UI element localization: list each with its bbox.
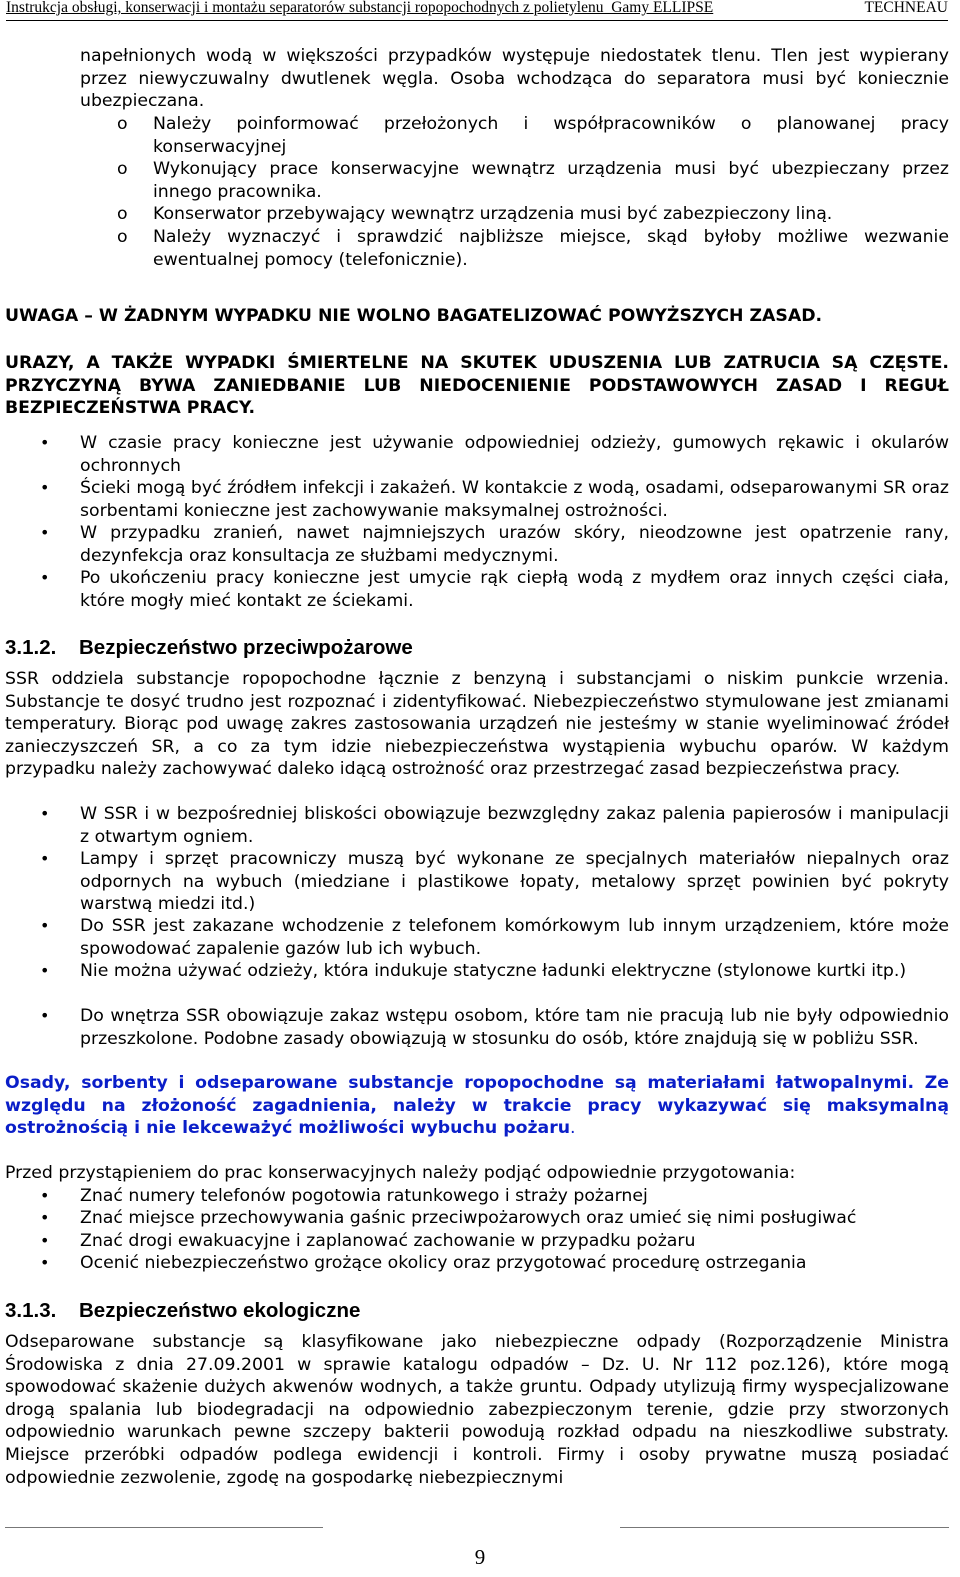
bullet: • xyxy=(40,1208,50,1227)
prep-intro: Przed przystąpieniem do prac konserwacyjnych należy podjąć odpowiednie przygotowania: xyxy=(5,1163,796,1183)
fire-item: W SSR i w bezpośredniej bliskości obowiązuje bezwzględny zakaz palenia papierosów i manipulacji z otwartym ogniem. xyxy=(80,804,949,847)
warning-paragraph: URAZY, A TAKŻE WYPADKI ŚMIERTELNE NA SKUTEK UDUSZENIA LUB ZATRUCIA SĄ CZĘSTE. PRZYCZYNĄ BYWA ZANIEDBANIE LUB NIEDOCENIENIE PODSTAWOWYCH ZASAD I REGUŁ BEZPIECZEŃSTWA PRACY. xyxy=(5,353,949,419)
bullet: • xyxy=(40,1006,50,1025)
sub-bullet: o xyxy=(117,227,128,247)
fire-warning-period: . xyxy=(570,1118,576,1139)
prep-item: Znać miejsce przechowywania gaśnic przeciwpożarowych oraz umieć się nimi posługiwać xyxy=(80,1208,857,1228)
section-title: Bezpieczeństwo ekologiczne xyxy=(79,1299,361,1322)
bullet: • xyxy=(40,1186,50,1205)
footer-rule-right xyxy=(620,1527,949,1528)
section-heading xyxy=(5,1299,360,1323)
sub-bullet: o xyxy=(117,159,128,179)
eco-paragraph: Odseparowane substancje są klasyfikowane jako niebezpieczne odpady (Rozporządzenie Ministra Środowiska z dnia 27.09.2001 w sprawie katalogu odpadów – Dz. U. Nr 112 poz.126), które mogą spowodować skażenie dużych akwenów wodnych, a także gruntu. Odpady utylizują firmy wyspecjalizowane drogą spalania lub biodegradacji na odpowiednio zabezpieczonym terenie, gdzie przy stworzonych odpowiednio warunkach pewne szczepy bakterii powodują rozkład odpadu na nieszkodliwe substraty. Miejsce przeróbki odpadów podlega ewidencji i kontroli. Firmy i osoby prywatne muszą posiadać odpowiednie zezwolenie, zgodę na gospodarkę niebezpiecznymi xyxy=(5,1332,949,1488)
document-title: Instrukcja obsługi, konserwacji i montażu separatorów substancji ropopochodnych z polietylenu_Gamy ELLIPSE xyxy=(6,0,714,16)
bullet: • xyxy=(40,568,50,587)
section-title: Bezpieczeństwo przeciwpożarowe xyxy=(79,636,413,659)
bullet: • xyxy=(40,1231,50,1250)
fire-item: Do wnętrza SSR obowiązuje zakaz wstępu osobom, które tam nie pracują lub nie były odpowiednio przeszkolone. Podobne zasady obowiązują w stosunku do osób, które znajdują się w pobliżu SSR. xyxy=(80,1006,949,1049)
fire-item: Lampy i sprzęt pracowniczy muszą być wykonane ze specjalnych materiałów niepalnych oraz odpornych na wybuch (miedziane i plastikowe łopaty, metalowy sprzęt powinien być pokryty warstwą miedzi itd.) xyxy=(80,849,949,915)
bullet: • xyxy=(40,849,50,868)
warning-heading: UWAGA – W ŻADNYM WYPADKU NIE WOLNO BAGATELIZOWAĆ POWYŻSZYCH ZASAD. xyxy=(5,306,823,326)
hygiene-item: W czasie pracy konieczne jest używanie odpowiedniej odzieży, gumowych rękawic i okularów ochronnych xyxy=(80,433,949,476)
section-heading xyxy=(5,636,413,660)
bullet: • xyxy=(40,1253,50,1272)
sub-bullet: o xyxy=(117,204,128,224)
intro-paragraph: napełnionych wodą w większości przypadków występuje niedostatek tlenu. Tlen jest wypierany przez niewyczuwalny dwutlenek węgla. Osoba wchodząca do separatora musi być koniecznie ubezpieczana. xyxy=(80,46,949,112)
hygiene-item: Ścieki mogą być źródłem infekcji i zakażeń. W kontakcie z wodą, osadami, odseparowanymi SR oraz sorbentami konieczne jest zachowywanie maksymalnej ostrożności. xyxy=(80,478,949,521)
prep-item: Znać numery telefonów pogotowia ratunkowego i straży pożarnej xyxy=(80,1186,648,1206)
prep-item: Ocenić niebezpieczeństwo grożące okolicy oraz przygotować procedurę ostrzegania xyxy=(80,1253,807,1273)
section-number: 3.1.3. xyxy=(5,1299,57,1322)
fire-warning-text: Osady, sorbenty i odseparowane substancje ropopochodne są materiałami łatwopalnymi. Ze względu na złożoność zagadnienia, należy w trakcie pracy wykazywać się maksymalną ostrożnością i nie lekceważyć możliwości wybuchu pożaru xyxy=(5,1073,949,1139)
sub-item: Należy poinformować przełożonych i współpracowników o planowanej pracy konserwacyjnej xyxy=(153,114,949,157)
bullet: • xyxy=(40,523,50,542)
fire-paragraph: SSR oddziela substancje ropopochodne łącznie z benzyną i substancjami o niskim punkcie wrzenia. Substancje te dosyć trudno jest rozpoznać i zidentyfikować. Niebezpieczeństwo stymulowane jest zmianami temperatury. Biorąc pod uwagę zakres zastosowania urządzeń nie jesteśmy w stanie wyeliminować źródeł zanieczyszczeń SR, a co za tym idzie niebezpieczeństwa wystąpienia wybuchu oparów. W każdym przypadku należy zachowywać daleko idącą ostrożność oraz przestrzegać zasad bezpieczeństwa pracy. xyxy=(5,669,949,780)
bullet: • xyxy=(40,961,50,980)
sub-item: Wykonujący prace konserwacyjne wewnątrz urządzenia musi być ubezpieczany przez innego pracownika. xyxy=(153,159,949,202)
section-number: 3.1.2. xyxy=(5,636,57,659)
fire-item: Nie można używać odzieży, która indukuje statyczne ładunki elektryczne (stylonowe kurtki itp.) xyxy=(80,961,907,981)
fire-item: Do SSR jest zakazane wchodzenie z telefonem komórkowym lub innym urządzeniem, które może spowodować zapalenie gazów lub ich wybuch. xyxy=(80,916,949,959)
company-name: TECHNEAU xyxy=(864,0,948,16)
page-number: 9 xyxy=(474,1545,486,1569)
sub-bullet: o xyxy=(117,114,128,134)
bullet: • xyxy=(40,478,50,497)
bullet: • xyxy=(40,804,50,823)
fire-warning xyxy=(5,1072,949,1140)
bullet: • xyxy=(40,433,50,452)
sub-item: Należy wyznaczyć i sprawdzić najbliższe miejsce, skąd byłoby możliwe wezwanie ewentualnej pomocy (telefonicznie). xyxy=(153,227,949,270)
hygiene-item: W przypadku zranień, nawet najmniejszych urazów skóry, nieodzowne jest opatrzenie rany, dezynfekcja oraz konsultacja ze służbami medycznymi. xyxy=(80,523,949,566)
footer-rule-left xyxy=(5,1527,323,1528)
bullet: • xyxy=(40,916,50,935)
prep-item: Znać drogi ewakuacyjne i zaplanować zachowanie w przypadku pożaru xyxy=(80,1231,696,1251)
page-header xyxy=(6,0,948,21)
sub-item: Konserwator przebywający wewnątrz urządzenia musi być zabezpieczony liną. xyxy=(153,204,833,224)
hygiene-item: Po ukończeniu pracy konieczne jest umycie rąk ciepłą wodą z mydłem oraz innych części ciała, które mogły mieć kontakt ze ściekami. xyxy=(80,568,949,611)
